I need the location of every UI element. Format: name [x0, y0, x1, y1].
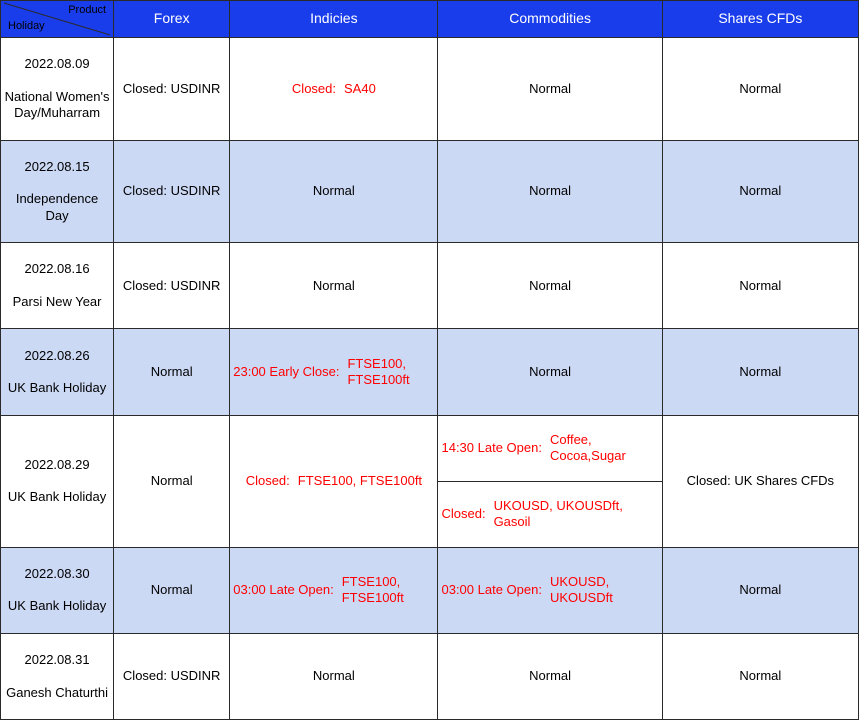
commodities-status-cell: Normal: [438, 329, 662, 415]
corner-product-label: Product: [68, 4, 107, 16]
indices-status-value: FTSE100, FTSE100ft: [297, 472, 423, 488]
table-row: [1, 243, 859, 329]
commodities-status-value: UKOUSD, UKOUSDft: [549, 573, 613, 606]
shares-status-cell: Normal: [662, 243, 858, 329]
commodities-status-cell: Normal: [438, 140, 662, 243]
holiday-name: UK Bank Holiday: [7, 598, 107, 614]
table-row: [1, 633, 859, 719]
table-row: [1, 38, 859, 141]
shares-status-cell: Normal: [662, 329, 858, 415]
column-header-indices: Indicies: [230, 1, 438, 38]
commodities-status-cell: Normal: [438, 243, 662, 329]
indices-status-value: FTSE100, FTSE100ft: [347, 355, 410, 387]
indices-status-cell: Normal: [230, 633, 438, 719]
holiday-date: 2022.08.30: [24, 565, 90, 581]
indices-status-cell: Normal: [230, 140, 438, 243]
holiday-date: 2022.08.29: [24, 456, 90, 472]
forex-status-cell: Closed: USDINR: [114, 38, 230, 141]
holiday-name: Independence Day: [15, 191, 99, 223]
table-row: [1, 415, 859, 547]
commodities-split-cell-1: [438, 416, 661, 482]
shares-status-cell: Closed: UK Shares CFDs: [662, 415, 858, 547]
holiday-date-cell: [1, 243, 114, 329]
holiday-name: UK Bank Holiday: [7, 380, 107, 395]
holiday-date-cell: [1, 329, 114, 415]
indices-status-cell: [230, 547, 438, 633]
indices-status-value: FTSE100, FTSE100ft: [341, 573, 404, 606]
commodities-status-label: 03:00 Late Open:: [441, 582, 542, 597]
commodities-status-cell: Normal: [438, 633, 662, 719]
indices-status-label: Closed:: [291, 80, 336, 96]
forex-status-cell: Closed: USDINR: [114, 140, 230, 243]
forex-status-cell: Closed: USDINR: [114, 243, 230, 329]
forex-status-cell: Normal: [114, 415, 230, 547]
commodities-status-label: Closed:: [441, 505, 486, 521]
table-header-row: [1, 1, 859, 38]
shares-status-cell: Normal: [662, 633, 858, 719]
holiday-date: 2022.08.26: [24, 347, 90, 363]
holiday-name: National Women's Day/Muharram: [4, 88, 110, 120]
commodities-split-table: [438, 416, 661, 547]
holiday-name: Ganesh Chaturthi: [6, 684, 109, 700]
commodities-status-value: Coffee, Cocoa,Sugar: [549, 431, 626, 463]
holiday-date: 2022.08.15: [24, 158, 90, 174]
holiday-date-cell: [1, 633, 114, 719]
holiday-date: 2022.08.31: [24, 652, 90, 667]
indices-status-label: 03:00 Late Open:: [233, 582, 334, 597]
corner-header-cell: [1, 1, 114, 38]
forex-status-cell: Normal: [114, 547, 230, 633]
indices-status-label: 23:00 Early Close:: [233, 363, 340, 379]
holiday-name: Parsi New Year: [12, 293, 102, 309]
commodities-status-cell: [438, 415, 662, 547]
shares-status-cell: Normal: [662, 140, 858, 243]
shares-status-cell: Normal: [662, 38, 858, 141]
indices-status-cell: [230, 415, 438, 547]
commodities-status-value: UKOUSD, UKOUSDft, Gasoil: [493, 497, 623, 529]
forex-status-cell: Closed: USDINR: [114, 633, 230, 719]
holiday-date: 2022.08.09: [24, 56, 90, 72]
indices-status-label: Closed:: [245, 472, 290, 488]
table-row: [1, 329, 859, 415]
commodities-status-cell: Normal: [438, 38, 662, 141]
holiday-date: 2022.08.16: [24, 261, 90, 277]
shares-status-cell: Normal: [662, 547, 858, 633]
commodities-status-label: 14:30 Late Open:: [441, 439, 542, 455]
column-header-commodities: Commodities: [438, 1, 662, 38]
indices-status-cell: Normal: [230, 243, 438, 329]
indices-status-cell: [230, 329, 438, 415]
column-header-shares: Shares CFDs: [662, 1, 858, 38]
indices-status-value: SA40: [344, 80, 376, 96]
indices-status-cell: [230, 38, 438, 141]
holiday-date-cell: [1, 140, 114, 243]
commodities-status-cell: [438, 547, 662, 633]
holiday-date-cell: [1, 547, 114, 633]
holiday-date-cell: [1, 38, 114, 141]
commodities-split-row: [438, 481, 661, 547]
column-header-forex: Forex: [114, 1, 230, 38]
corner-holiday-label: Holiday: [8, 20, 45, 33]
table-row: [1, 547, 859, 633]
forex-status-cell: Normal: [114, 329, 230, 415]
table-row: [1, 140, 859, 243]
commodities-split-row: [438, 416, 661, 482]
holiday-date-cell: [1, 415, 114, 547]
commodities-split-cell-2: [438, 481, 661, 547]
holiday-name: UK Bank Holiday: [7, 489, 107, 505]
